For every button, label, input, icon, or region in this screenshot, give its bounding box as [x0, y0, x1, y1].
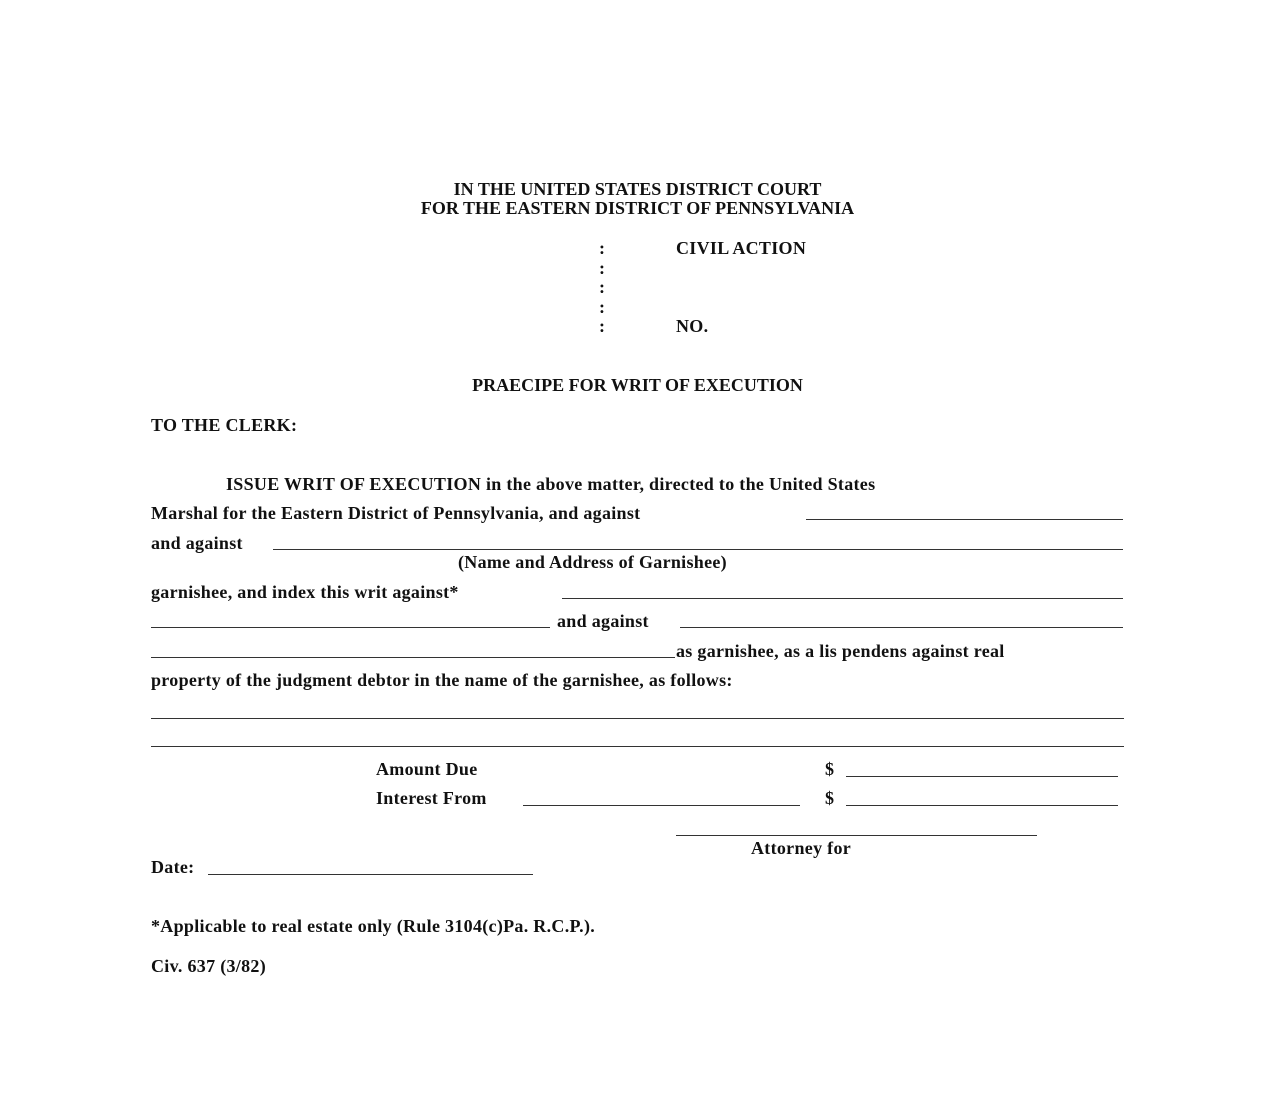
property-description-blank-1[interactable]	[151, 718, 1124, 719]
garnishee-caption: (Name and Address of Garnishee)	[458, 552, 727, 572]
interest-amount-blank[interactable]	[846, 805, 1118, 806]
garnishee-blank[interactable]	[151, 657, 675, 658]
caption-colon: :	[599, 316, 606, 336]
interest-from-label: Interest From	[376, 788, 487, 808]
interest-from-date-blank[interactable]	[523, 805, 800, 806]
index-against-blank-3[interactable]	[680, 627, 1123, 628]
caption-colon: :	[599, 238, 606, 258]
document-title: PRAECIPE FOR WRIT OF EXECUTION	[472, 375, 803, 395]
body-line-7: property of the judgment debtor in the name of the garnishee, as follows:	[151, 670, 733, 690]
garnishee-name-address-blank[interactable]	[273, 549, 1123, 550]
form-number: Civ. 637 (3/82)	[151, 956, 266, 976]
body-line-4: garnishee, and index this writ against*	[151, 582, 459, 602]
body-line-3: and against	[151, 533, 243, 553]
body-line-6: as garnishee, as a lis pendens against real	[676, 641, 1005, 661]
date-blank[interactable]	[208, 874, 533, 875]
caption-colon: :	[599, 297, 606, 317]
caption-colon: :	[599, 277, 606, 297]
index-against-blank[interactable]	[562, 598, 1123, 599]
date-label: Date:	[151, 857, 195, 877]
footnote: *Applicable to real estate only (Rule 3104(c)Pa. R.C.P.).	[151, 916, 596, 936]
amount-due-blank[interactable]	[846, 776, 1118, 777]
defendant-blank[interactable]	[806, 519, 1123, 520]
attorney-for-label: Attorney for	[751, 838, 852, 858]
amount-due-label: Amount Due	[376, 759, 478, 779]
court-name-line2: FOR THE EASTERN DISTRICT OF PENNSYLVANIA	[420, 198, 855, 218]
body-line-1: ISSUE WRIT OF EXECUTION in the above matter, directed to the United States	[226, 474, 876, 494]
body-line-2: Marshal for the Eastern District of Pennsylvania, and against	[151, 503, 641, 523]
body-line-5: and against	[557, 611, 649, 631]
caption-colon: :	[599, 258, 606, 278]
dollar-sign: $	[825, 788, 835, 808]
index-against-blank-2[interactable]	[151, 627, 550, 628]
attorney-signature-blank[interactable]	[676, 835, 1037, 836]
case-number-label: NO.	[676, 316, 709, 336]
salutation: TO THE CLERK:	[151, 415, 298, 435]
court-name-line1: IN THE UNITED STATES DISTRICT COURT	[453, 179, 822, 199]
dollar-sign: $	[825, 759, 835, 779]
civil-action-label: CIVIL ACTION	[676, 238, 807, 258]
property-description-blank-2[interactable]	[151, 746, 1124, 747]
